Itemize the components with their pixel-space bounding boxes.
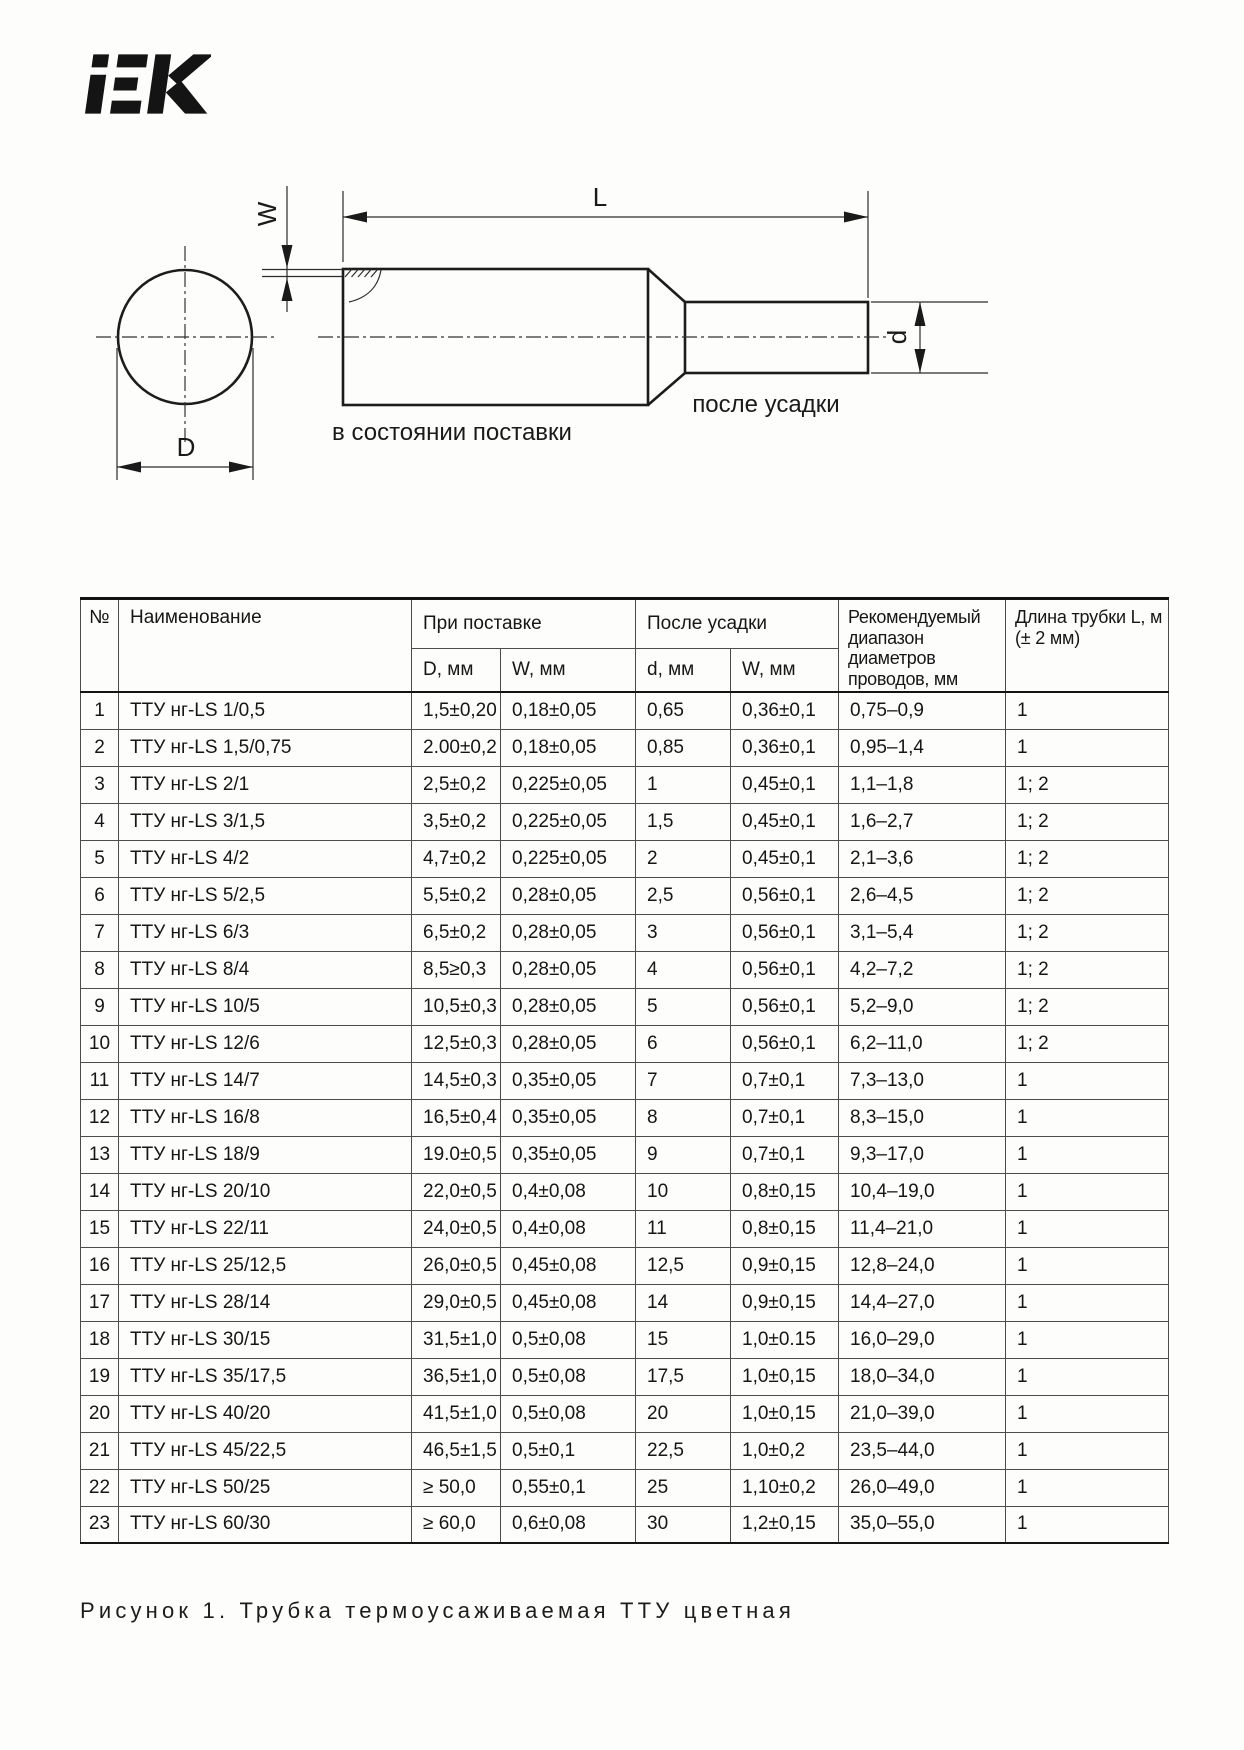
table-row [81, 692, 1169, 729]
table-row [81, 1395, 1169, 1432]
table-cell: 8,3–15,0 [839, 1099, 1006, 1136]
table-cell: 36,5±1,0 [412, 1358, 501, 1395]
table-cell: 14,5±0,3 [412, 1062, 501, 1099]
table-cell: 0,45±0,1 [731, 803, 839, 840]
table-cell: 25 [636, 1469, 731, 1506]
table-row [81, 1247, 1169, 1284]
col-header-num: № [81, 599, 119, 693]
table-cell: ТТУ нг-LS 12/6 [119, 1025, 412, 1062]
table-cell: 1 [81, 692, 119, 729]
table-cell: ТТУ нг-LS 18/9 [119, 1136, 412, 1173]
tube-diagram [0, 0, 1244, 520]
col-header-supplied-D: D, мм [412, 648, 501, 692]
table-cell: 0,56±0,1 [731, 877, 839, 914]
table-cell: 0,35±0,05 [501, 1136, 636, 1173]
table-cell: 1,5 [636, 803, 731, 840]
table-cell: 1 [1006, 1358, 1169, 1395]
table-cell: ТТУ нг-LS 45/22,5 [119, 1432, 412, 1469]
table-cell: 22,0±0,5 [412, 1173, 501, 1210]
table-cell: 0,28±0,05 [501, 877, 636, 914]
table-row [81, 803, 1169, 840]
table-cell: 0,95–1,4 [839, 729, 1006, 766]
table-cell: 24,0±0,5 [412, 1210, 501, 1247]
table-cell: 18 [81, 1321, 119, 1358]
table-cell: ТТУ нг-LS 50/25 [119, 1469, 412, 1506]
table-cell: 0,56±0,1 [731, 914, 839, 951]
table-cell: ТТУ нг-LS 8/4 [119, 951, 412, 988]
table-cell: 1 [1006, 1469, 1169, 1506]
table-cell: 0,35±0,05 [501, 1099, 636, 1136]
table-cell: 14 [81, 1173, 119, 1210]
table-cell: 12 [81, 1099, 119, 1136]
table-row [81, 1136, 1169, 1173]
table-cell: 12,5±0,3 [412, 1025, 501, 1062]
col-header-supplied-W: W, мм [501, 648, 636, 692]
col-header-shrunk-d: d, мм [636, 648, 731, 692]
table-cell: 4,2–7,2 [839, 951, 1006, 988]
table-cell: 2,5±0,2 [412, 766, 501, 803]
table-cell: 21,0–39,0 [839, 1395, 1006, 1432]
table-cell: 19 [81, 1358, 119, 1395]
table-cell: 0,7±0,1 [731, 1062, 839, 1099]
table-cell: 1; 2 [1006, 914, 1169, 951]
table-cell: 0,36±0,1 [731, 692, 839, 729]
table-cell: ТТУ нг-LS 35/17,5 [119, 1358, 412, 1395]
table-cell: 2,6–4,5 [839, 877, 1006, 914]
table-cell: 2 [81, 729, 119, 766]
table-row [81, 1432, 1169, 1469]
table-cell: 17,5 [636, 1358, 731, 1395]
shrunk-view [318, 269, 988, 418]
table-cell: 0,56±0,1 [731, 988, 839, 1025]
table-cell: ТТУ нг-LS 20/10 [119, 1173, 412, 1210]
table-cell: 1 [1006, 1506, 1169, 1543]
table-cell: 1,0±0,15 [731, 1358, 839, 1395]
table-cell: 0,225±0,05 [501, 840, 636, 877]
table-cell: 8 [636, 1099, 731, 1136]
table-cell: 0,7±0,1 [731, 1136, 839, 1173]
table-cell: 0,56±0,1 [731, 951, 839, 988]
table-cell: 3 [636, 914, 731, 951]
table-cell: 12,8–24,0 [839, 1247, 1006, 1284]
table-cell: 10 [81, 1025, 119, 1062]
table-cell: 0,45±0,1 [731, 766, 839, 803]
table-cell: 1,0±0,2 [731, 1432, 839, 1469]
table-cell: 29,0±0,5 [412, 1284, 501, 1321]
table-cell: ТТУ нг-LS 5/2,5 [119, 877, 412, 914]
table-row [81, 951, 1169, 988]
table-cell: 7 [81, 914, 119, 951]
table-cell: 19.0±0,5 [412, 1136, 501, 1173]
table-cell: 1 [1006, 1062, 1169, 1099]
table-cell: 0,28±0,05 [501, 914, 636, 951]
table-cell: ТТУ нг-LS 28/14 [119, 1284, 412, 1321]
table-cell: 0,45±0,08 [501, 1284, 636, 1321]
table-cell: 0,6±0,08 [501, 1506, 636, 1543]
dimension-label-W: W [252, 201, 282, 227]
dimension-label-L: L [592, 182, 608, 212]
table-cell: 16 [81, 1247, 119, 1284]
table-cell: 23 [81, 1506, 119, 1543]
table-cell: 0,65 [636, 692, 731, 729]
table-cell: 10,5±0,3 [412, 988, 501, 1025]
table-cell: 6,5±0,2 [412, 914, 501, 951]
table-cell: 11 [636, 1210, 731, 1247]
col-group-shrunk: После усадки [636, 599, 839, 649]
table-cell: 11,4–21,0 [839, 1210, 1006, 1247]
figure-caption: Рисунок 1. Трубка термоусаживаемая ТТУ цветная [80, 1598, 795, 1623]
table-cell: 1; 2 [1006, 877, 1169, 914]
table-cell: 14,4–27,0 [839, 1284, 1006, 1321]
table-cell: 1 [1006, 1432, 1169, 1469]
table-cell: 0,85 [636, 729, 731, 766]
table-cell: 1,2±0,15 [731, 1506, 839, 1543]
table-cell: 16,5±0,4 [412, 1099, 501, 1136]
table-row [81, 1469, 1169, 1506]
table-cell: 0,5±0,08 [501, 1321, 636, 1358]
table-cell: 41,5±1,0 [412, 1395, 501, 1432]
table-cell: 7,3–13,0 [839, 1062, 1006, 1099]
table-cell: 15 [81, 1210, 119, 1247]
table-cell: 1,0±0,15 [731, 1395, 839, 1432]
table-cell: 0,45±0,08 [501, 1247, 636, 1284]
table-cell: ТТУ нг-LS 1,5/0,75 [119, 729, 412, 766]
table-cell: 1; 2 [1006, 803, 1169, 840]
table-row [81, 840, 1169, 877]
table-cell: 1,10±0,2 [731, 1469, 839, 1506]
shrunk-state-label: после усадки [692, 391, 840, 418]
table-cell: 5,2–9,0 [839, 988, 1006, 1025]
spec-table [80, 597, 1169, 1544]
table-cell: 1 [1006, 1099, 1169, 1136]
table-cell: 15 [636, 1321, 731, 1358]
supplied-state-label: в состоянии поставки [332, 419, 572, 446]
table-cell: 30 [636, 1506, 731, 1543]
table-cell: 1,1–1,8 [839, 766, 1006, 803]
table-cell: ТТУ нг-LS 30/15 [119, 1321, 412, 1358]
table-cell: 1,5±0,20 [412, 692, 501, 729]
table-cell: 1 [1006, 1321, 1169, 1358]
table-cell: 14 [636, 1284, 731, 1321]
table-cell: ≥ 50,0 [412, 1469, 501, 1506]
table-row [81, 1173, 1169, 1210]
table-cell: 17 [81, 1284, 119, 1321]
table-cell: 0,45±0,1 [731, 840, 839, 877]
table-cell: 1,0±0.15 [731, 1321, 839, 1358]
table-cell: 0,75–0,9 [839, 692, 1006, 729]
table-cell: ТТУ нг-LS 40/20 [119, 1395, 412, 1432]
table-cell: 23,5–44,0 [839, 1432, 1006, 1469]
table-row [81, 877, 1169, 914]
table-cell: 0,5±0,08 [501, 1395, 636, 1432]
table-cell: ТТУ нг-LS 6/3 [119, 914, 412, 951]
spec-table-body [81, 692, 1169, 1543]
table-cell: 9 [636, 1136, 731, 1173]
table-cell: 5,5±0,2 [412, 877, 501, 914]
table-cell: 0,28±0,05 [501, 951, 636, 988]
table-cell: 2 [636, 840, 731, 877]
table-cell: 0,225±0,05 [501, 766, 636, 803]
table-cell: 0,36±0,1 [731, 729, 839, 766]
col-header-length: Длина трубки L, м (± 2 мм) [1006, 599, 1169, 693]
table-cell: 8 [81, 951, 119, 988]
table-cell: 0,225±0,05 [501, 803, 636, 840]
table-cell: 12,5 [636, 1247, 731, 1284]
table-cell: 0,7±0,1 [731, 1099, 839, 1136]
dimension-label-d: d [882, 329, 912, 345]
table-cell: 1 [1006, 692, 1169, 729]
table-cell: 0,18±0,05 [501, 692, 636, 729]
table-cell: 6 [81, 877, 119, 914]
table-cell: 3,1–5,4 [839, 914, 1006, 951]
table-cell: 9,3–17,0 [839, 1136, 1006, 1173]
table-cell: ТТУ нг-LS 10/5 [119, 988, 412, 1025]
table-cell: ТТУ нг-LS 14/7 [119, 1062, 412, 1099]
table-cell: 35,0–55,0 [839, 1506, 1006, 1543]
table-cell: 0,18±0,05 [501, 729, 636, 766]
table-cell: ТТУ нг-LS 4/2 [119, 840, 412, 877]
table-cell: ТТУ нг-LS 60/30 [119, 1506, 412, 1543]
table-cell: 1 [636, 766, 731, 803]
table-cell: 1; 2 [1006, 766, 1169, 803]
table-cell: 20 [636, 1395, 731, 1432]
table-cell: 0,8±0,15 [731, 1210, 839, 1247]
table-cell: ТТУ нг-LS 3/1,5 [119, 803, 412, 840]
table-row [81, 1506, 1169, 1543]
table-cell: 6 [636, 1025, 731, 1062]
table-cell: 31,5±1,0 [412, 1321, 501, 1358]
table-cell: 4 [636, 951, 731, 988]
table-cell: 5 [636, 988, 731, 1025]
table-cell: 0,28±0,05 [501, 988, 636, 1025]
table-cell: 10 [636, 1173, 731, 1210]
table-row [81, 1321, 1169, 1358]
table-cell: ТТУ нг-LS 22/11 [119, 1210, 412, 1247]
table-cell: ≥ 60,0 [412, 1506, 501, 1543]
table-cell: 1 [1006, 1247, 1169, 1284]
table-cell: 0,28±0,05 [501, 1025, 636, 1062]
table-row [81, 914, 1169, 951]
table-cell: 10,4–19,0 [839, 1173, 1006, 1210]
table-cell: ТТУ нг-LS 16/8 [119, 1099, 412, 1136]
table-cell: 11 [81, 1062, 119, 1099]
table-cell: 9 [81, 988, 119, 1025]
table-row [81, 1210, 1169, 1247]
table-cell: 0,35±0,05 [501, 1062, 636, 1099]
table-cell: 1; 2 [1006, 988, 1169, 1025]
table-cell: 0,9±0,15 [731, 1284, 839, 1321]
spec-table-header [81, 599, 1169, 693]
table-row [81, 1099, 1169, 1136]
table-cell: 1 [1006, 1173, 1169, 1210]
table-cell: 8,5≥0,3 [412, 951, 501, 988]
table-cell: 3,5±0,2 [412, 803, 501, 840]
table-cell: 1 [1006, 1210, 1169, 1247]
table-cell: 46,5±1,5 [412, 1432, 501, 1469]
table-row [81, 766, 1169, 803]
table-cell: 26,0±0,5 [412, 1247, 501, 1284]
col-group-supplied: При поставке [412, 599, 636, 649]
table-cell: 0,8±0,15 [731, 1173, 839, 1210]
table-cell: 2,5 [636, 877, 731, 914]
table-cell: 0,4±0,08 [501, 1210, 636, 1247]
table-row [81, 1025, 1169, 1062]
table-cell: 13 [81, 1136, 119, 1173]
table-cell: 1 [1006, 729, 1169, 766]
table-cell: 1,6–2,7 [839, 803, 1006, 840]
table-cell: ТТУ нг-LS 1/0,5 [119, 692, 412, 729]
table-row [81, 729, 1169, 766]
col-header-range: Рекомендуемый диапазон диаметров проводов, мм [839, 599, 1006, 693]
table-cell: 1 [1006, 1395, 1169, 1432]
table-cell: 22 [81, 1469, 119, 1506]
table-cell: 1 [1006, 1284, 1169, 1321]
table-cell: 18,0–34,0 [839, 1358, 1006, 1395]
table-row [81, 1358, 1169, 1395]
table-row [81, 1062, 1169, 1099]
table-cell: 6,2–11,0 [839, 1025, 1006, 1062]
table-cell: 16,0–29,0 [839, 1321, 1006, 1358]
table-cell: 2,1–3,6 [839, 840, 1006, 877]
table-cell: 1; 2 [1006, 951, 1169, 988]
table-cell: 0,55±0,1 [501, 1469, 636, 1506]
col-header-name: Наименование [119, 599, 412, 693]
table-cell: ТТУ нг-LS 2/1 [119, 766, 412, 803]
col-header-shrunk-W: W, мм [731, 648, 839, 692]
table-cell: 0,5±0,1 [501, 1432, 636, 1469]
table-cell: 0,5±0,08 [501, 1358, 636, 1395]
table-cell: 22,5 [636, 1432, 731, 1469]
table-cell: 5 [81, 840, 119, 877]
table-cell: 21 [81, 1432, 119, 1469]
table-row [81, 1284, 1169, 1321]
cross-section-view [96, 246, 274, 480]
table-cell: 20 [81, 1395, 119, 1432]
table-cell: 26,0–49,0 [839, 1469, 1006, 1506]
table-cell: 1; 2 [1006, 1025, 1169, 1062]
table-cell: ТТУ нг-LS 25/12,5 [119, 1247, 412, 1284]
table-row [81, 988, 1169, 1025]
table-cell: 7 [636, 1062, 731, 1099]
table-cell: 0,9±0,15 [731, 1247, 839, 1284]
table-cell: 3 [81, 766, 119, 803]
dimension-label-D: D [176, 432, 196, 462]
table-cell: 0,4±0,08 [501, 1173, 636, 1210]
table-cell: 1; 2 [1006, 840, 1169, 877]
table-cell: 0,56±0,1 [731, 1025, 839, 1062]
table-cell: 4,7±0,2 [412, 840, 501, 877]
table-cell: 1 [1006, 1136, 1169, 1173]
table-cell: 2.00±0,2 [412, 729, 501, 766]
table-cell: 4 [81, 803, 119, 840]
